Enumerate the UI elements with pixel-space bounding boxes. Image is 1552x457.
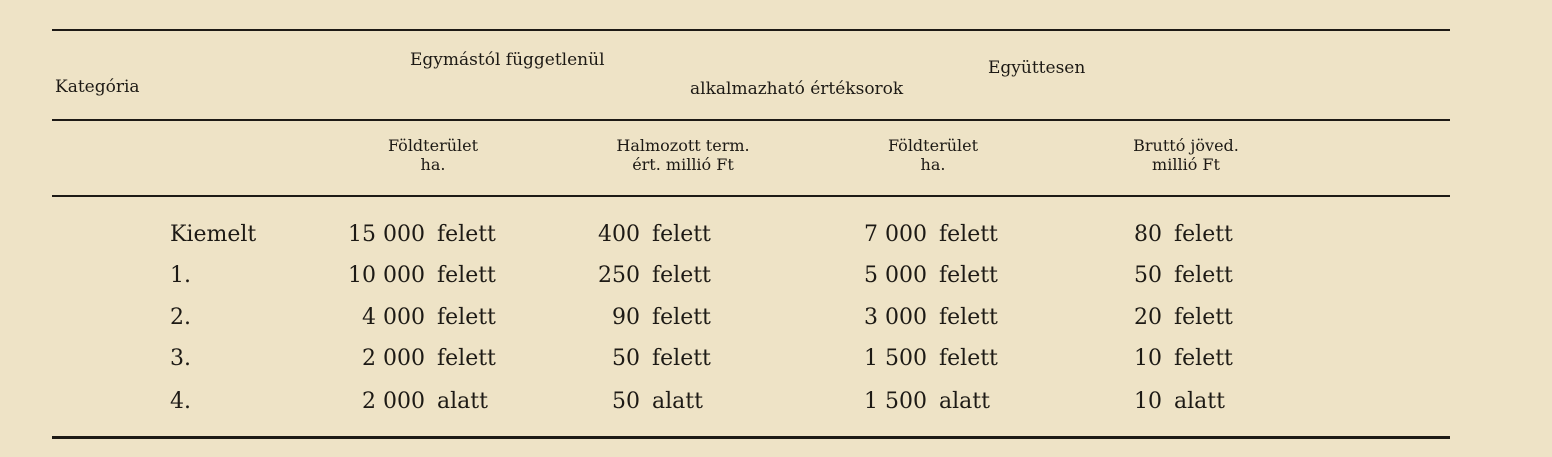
subheader-output-value (563, 136, 803, 174)
cell-number: 50 (612, 389, 640, 414)
subheader-line: ért. millió Ft (632, 155, 734, 174)
cell-output (580, 305, 800, 331)
subheader-line: Halmozott term. (616, 136, 750, 155)
cell-income (1100, 346, 1320, 372)
cell-number: 1 500 (864, 346, 927, 371)
cell-word: felett (939, 222, 998, 247)
cell-output (580, 222, 800, 248)
cell-income (1100, 305, 1320, 331)
cell-number: 7 000 (864, 222, 927, 247)
cell-number: 400 (598, 222, 640, 247)
cell-land-combined (830, 389, 1060, 415)
cell-number: 10 (1134, 389, 1162, 414)
cell-number: 5 000 (864, 263, 927, 288)
subheader-land-ha (313, 136, 553, 174)
subheader-gross-income (1066, 136, 1306, 174)
cell-land (330, 346, 560, 372)
cell-number: 80 (1134, 222, 1162, 247)
cell-land-combined (830, 222, 1060, 248)
cell-word: alatt (939, 389, 990, 414)
top-rule (52, 29, 1450, 31)
cell-word: felett (652, 305, 711, 330)
subheader-line: ha. (920, 155, 946, 174)
cell-income (1100, 389, 1320, 415)
bottom-rule (52, 436, 1450, 439)
subheader-line: Földterület (887, 136, 979, 155)
cell-word: felett (939, 346, 998, 371)
row-category: 1. (170, 263, 191, 288)
cell-word: felett (437, 305, 496, 330)
cell-land (330, 305, 560, 331)
cell-word: felett (437, 222, 496, 247)
cell-output (580, 263, 800, 289)
row-category: Kiemelt (170, 222, 257, 247)
cell-number: 15 000 (348, 222, 425, 247)
cell-land-combined (830, 305, 1060, 331)
cell-word: felett (652, 346, 711, 371)
cell-word: felett (652, 222, 711, 247)
cell-number: 250 (598, 263, 640, 288)
cell-word: felett (939, 305, 998, 330)
cell-output (580, 389, 800, 415)
cell-land (330, 263, 560, 289)
cell-number: 3 000 (864, 305, 927, 330)
cell-land-combined (830, 346, 1060, 372)
cell-income (1100, 263, 1320, 289)
subheader-line: ha. (420, 155, 446, 174)
subheader-line: Földterület (387, 136, 479, 155)
cell-number: 50 (1134, 263, 1162, 288)
cell-number: 20 (1134, 305, 1162, 330)
cell-number: 2 000 (362, 389, 425, 414)
subheader-rule (52, 195, 1450, 197)
cell-word: felett (1174, 222, 1233, 247)
cell-land (330, 389, 560, 415)
row-category: 2. (170, 305, 191, 330)
cell-number: 50 (612, 346, 640, 371)
cell-word: felett (1174, 305, 1233, 330)
cell-word: felett (939, 263, 998, 288)
subheader-line: millió Ft (1152, 155, 1220, 174)
header-rule (52, 119, 1450, 121)
cell-word: felett (652, 263, 711, 288)
cell-number: 90 (612, 305, 640, 330)
cell-number: 2 000 (362, 346, 425, 371)
cell-land (330, 222, 560, 248)
cell-word: alatt (437, 389, 488, 414)
row-category: 4. (170, 389, 191, 414)
cell-land-combined (830, 263, 1060, 289)
cell-number: 10 000 (348, 263, 425, 288)
cell-word: felett (437, 346, 496, 371)
subheader-land-ha-combined (813, 136, 1053, 174)
row-category: 3. (170, 346, 191, 371)
cell-number: 10 (1134, 346, 1162, 371)
cell-output (580, 346, 800, 372)
cell-word: felett (437, 263, 496, 288)
cell-number: 1 500 (864, 389, 927, 414)
header-together: Együttesen (988, 58, 1086, 78)
cell-word: felett (1174, 346, 1233, 371)
header-independent: Egymástól függetlenül (410, 50, 605, 70)
cell-number: 4 000 (362, 305, 425, 330)
cell-word: alatt (1174, 389, 1225, 414)
header-category: Kategória (55, 77, 140, 97)
cell-income (1100, 222, 1320, 248)
header-applicable: alkalmazható értéksorok (690, 79, 904, 99)
cell-word: alatt (652, 389, 703, 414)
subheader-line: Bruttó jöved. (1133, 136, 1239, 155)
cell-word: felett (1174, 263, 1233, 288)
